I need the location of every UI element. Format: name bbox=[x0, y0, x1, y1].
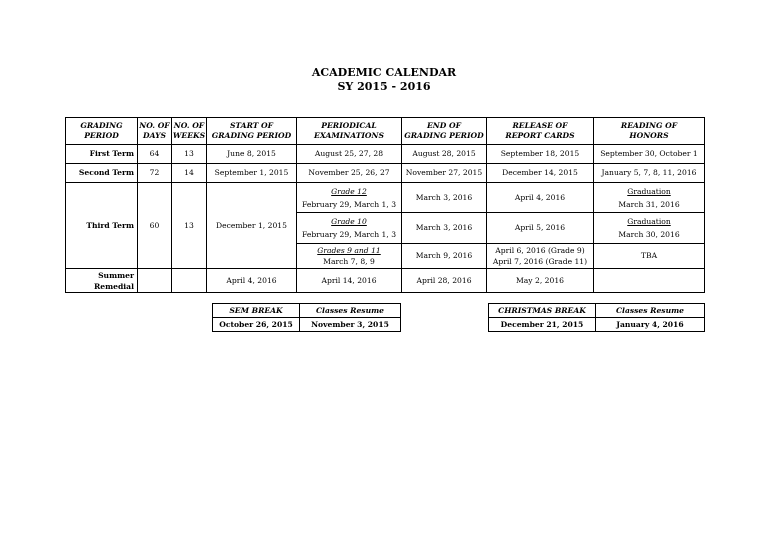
header-start: START OF GRADING PERIOD bbox=[207, 118, 297, 145]
grade-label: Grade 12 bbox=[331, 186, 367, 196]
start-value: September 1, 2015 bbox=[207, 164, 297, 183]
header-days: NO. OF DAYS bbox=[138, 118, 172, 145]
table-row-first-term bbox=[66, 145, 705, 164]
classes-resume-label: Classes Resume bbox=[596, 304, 705, 318]
days-value: 72 bbox=[138, 164, 172, 183]
release-value: September 18, 2015 bbox=[487, 145, 594, 164]
weeks-value: 13 bbox=[172, 183, 207, 269]
classes-resume-date: November 3, 2015 bbox=[300, 318, 401, 332]
christmas-break-table bbox=[488, 303, 705, 332]
christmas-break-date: December 21, 2015 bbox=[489, 318, 596, 332]
period-label: Second Term bbox=[66, 164, 138, 183]
end-value: March 3, 2016 bbox=[402, 183, 487, 213]
exams-value: February 29, March 1, 3 bbox=[301, 230, 397, 239]
table-row-summer-remedial bbox=[66, 269, 705, 293]
sem-break-date: October 26, 2015 bbox=[213, 318, 300, 332]
release-value: April 5, 2016 bbox=[487, 213, 594, 244]
release-cell bbox=[487, 244, 594, 269]
classes-resume-label: Classes Resume bbox=[300, 304, 401, 318]
table-row-third-term-grade-12 bbox=[66, 183, 705, 213]
start-value: December 1, 2015 bbox=[207, 183, 297, 269]
release-value: December 14, 2015 bbox=[487, 164, 594, 183]
honors-value: September 30, October 1 bbox=[594, 145, 705, 164]
end-value: March 9, 2016 bbox=[402, 244, 487, 269]
exams-value: February 29, March 1, 3 bbox=[301, 199, 397, 209]
classes-resume-date: January 4, 2016 bbox=[596, 318, 705, 332]
academic-calendar-table bbox=[65, 117, 705, 293]
table-row-second-term bbox=[66, 164, 705, 183]
end-value: April 28, 2016 bbox=[402, 269, 487, 293]
release-value: April 7, 2016 (Grade 11) bbox=[492, 257, 588, 266]
honors-label: Graduation bbox=[627, 186, 671, 196]
start-value: June 8, 2015 bbox=[207, 145, 297, 164]
header-row bbox=[66, 118, 705, 145]
end-value: March 3, 2016 bbox=[402, 213, 487, 244]
honors-value: TBA bbox=[594, 244, 705, 269]
exams-cell bbox=[297, 213, 402, 244]
christmas-break-label: CHRISTMAS BREAK bbox=[489, 304, 596, 318]
period-label: First Term bbox=[66, 145, 138, 164]
end-value: November 27, 2015 bbox=[402, 164, 487, 183]
days-value: 60 bbox=[138, 183, 172, 269]
calendar-title-block bbox=[0, 66, 768, 94]
weeks-value: 13 bbox=[172, 145, 207, 164]
exams-cell bbox=[297, 183, 402, 213]
sem-break-header-row bbox=[213, 304, 401, 318]
christmas-break-date-row bbox=[489, 318, 705, 332]
end-value: August 28, 2015 bbox=[402, 145, 487, 164]
page-subtitle: SY 2015 - 2016 bbox=[337, 80, 431, 93]
sem-break-table bbox=[212, 303, 401, 332]
exams-cell bbox=[297, 244, 402, 269]
header-release: RELEASE OF REPORT CARDS bbox=[487, 118, 594, 145]
release-value: April 4, 2016 bbox=[487, 183, 594, 213]
start-value: April 4, 2016 bbox=[207, 269, 297, 293]
period-label: Summer Remedial bbox=[66, 269, 138, 293]
honors-cell bbox=[594, 183, 705, 213]
exams-value: March 7, 8, 9 bbox=[323, 257, 375, 266]
honors-value bbox=[594, 269, 705, 293]
page-title: ACADEMIC CALENDAR bbox=[311, 66, 457, 79]
exams-value: November 25, 26, 27 bbox=[297, 164, 402, 183]
christmas-break-header-row bbox=[489, 304, 705, 318]
weeks-value bbox=[172, 269, 207, 293]
days-value bbox=[138, 269, 172, 293]
honors-value: March 31, 2016 bbox=[618, 199, 680, 209]
period-label: Third Term bbox=[66, 183, 138, 269]
days-value: 64 bbox=[138, 145, 172, 164]
honors-cell bbox=[594, 213, 705, 244]
honors-value: March 30, 2016 bbox=[618, 230, 680, 239]
header-weeks: NO. OF WEEKS bbox=[172, 118, 207, 145]
release-value: May 2, 2016 bbox=[487, 269, 594, 293]
grade-label: Grade 10 bbox=[331, 217, 367, 226]
grade-label: Grades 9 and 11 bbox=[317, 246, 381, 255]
sem-break-date-row bbox=[213, 318, 401, 332]
header-grading-period: GRADING PERIOD bbox=[66, 118, 138, 145]
exams-value: April 14, 2016 bbox=[297, 269, 402, 293]
header-end: END OF GRADING PERIOD bbox=[402, 118, 487, 145]
header-honors: READING OF HONORS bbox=[594, 118, 705, 145]
weeks-value: 14 bbox=[172, 164, 207, 183]
honors-value: January 5, 7, 8, 11, 2016 bbox=[594, 164, 705, 183]
release-value: April 6, 2016 (Grade 9) bbox=[495, 246, 585, 255]
header-exams: PERIODICAL EXAMINATIONS bbox=[297, 118, 402, 145]
exams-value: August 25, 27, 28 bbox=[297, 145, 402, 164]
sem-break-label: SEM BREAK bbox=[213, 304, 300, 318]
honors-label: Graduation bbox=[627, 217, 671, 226]
